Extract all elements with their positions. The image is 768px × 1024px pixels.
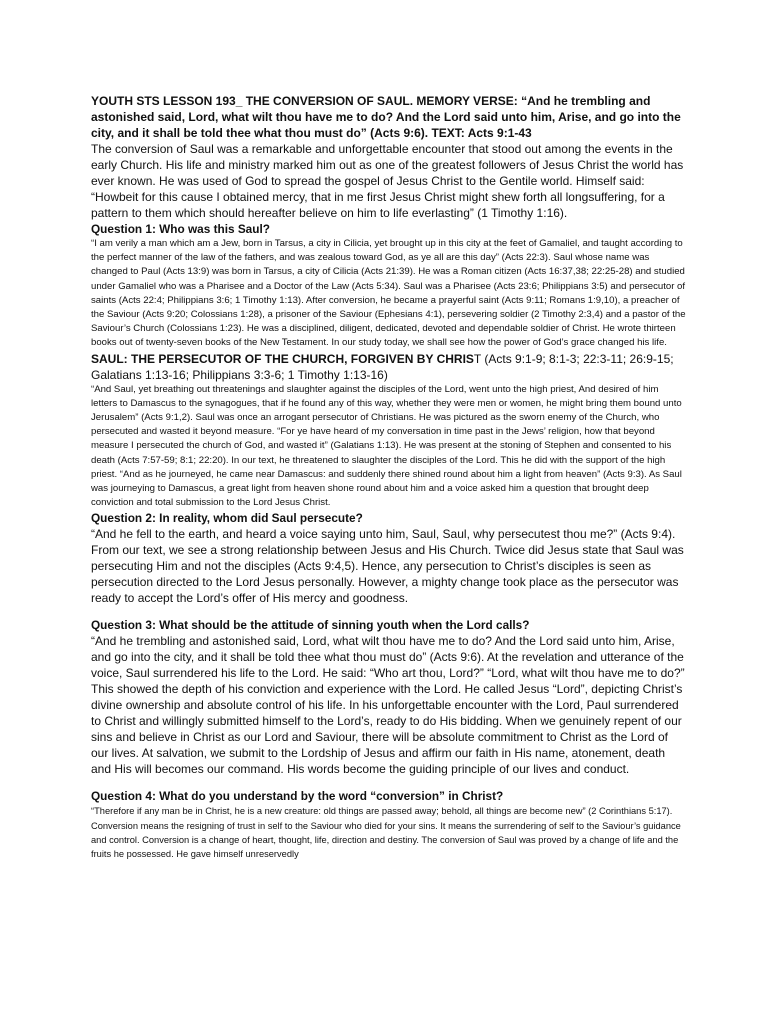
intro-paragraph: The conversion of Saul was a remarkable and unforgettable encounter that stood out among the events in the early Church. His life and ministry marked him out as one of the greatest followers of Jesus Christ the world has ever known. He was used of God to spread the gospel of Jesus Christ to the Gentile world. Himself said: “Howbeit for this cause I obtained mercy, that in me first Jesus Christ might shew forth all longsuffering, for a pattern to them which should hereafter believe on him to life everlasting” (1 Timothy 1:16). <box>91 142 684 220</box>
question-4-heading: Question 4: What do you understand by the word “conversion” in Christ? <box>91 789 504 804</box>
question-2-heading: Question 2: In reality, whom did Saul persecute? <box>91 511 363 526</box>
section-persecutor <box>91 351 687 383</box>
question-3-heading: Question 3: What should be the attitude of sinning youth when the Lord calls? <box>91 618 530 633</box>
question-2-body: “And he fell to the earth, and heard a voice saying unto him, Saul, Saul, why persecutest thou me?” (Acts 9:4). From our text, we see a strong relationship between Jesus and His Church. Twice did Jesus state that Saul was persecuting Him and not the disciples (Acts 9:4,5). Hence, any persecution to Christ’s disciples is seen as persecution directed to the Lord Jesus personally. However, a mighty change took place as the persecutor was ready to accept the Lord’s offer of His mercy and goodness. <box>91 527 684 606</box>
question-3-body: “And he trembling and astonished said, Lord, what wilt thou have me to do? And the Lord said unto him, Arise, and go into the city, and it shall be told thee what thou must do” (Acts 9:6). At the revelation and utterance of the voice, Saul surrendered his life to the Lord. He said: “Who art thou, Lord?” “Lord, what wilt thou have me to do?” This showed the depth of his conviction and experience with the Lord. He called Jesus “Lord”, depicting Christ’s divine ownership and absolute control of his life. In his unforgettable encounter with the Lord, Paul surrendered to Christ and willingly submitted himself to the Lord’s, ready to do His bidding. When we genuinely repent of our sins and believe in Christ as our Lord and Saviour, there will be absolute commitment to Christ as the Lord of our lives. At salvation, we submit to the Lordship of Jesus and affirm our faith in His name, atonement, death and His will becomes our command. His words become the guiding principle of our lives and conduct. <box>91 634 685 777</box>
lesson-header: YOUTH STS LESSON 193_ THE CONVERSION OF SAUL. MEMORY VERSE: “And he trembling and astonished said, Lord, what wilt thou have me to do? And the Lord said unto him, Arise, and go into the city, and it shall be told thee what thou must do” (Acts 9:6). TEXT: Acts 9:1-43 <box>91 94 681 140</box>
question-4-body: “Therefore if any man be in Christ, he is a new creature: old things are passed away; behold, all things are become new” (2 Corinthians 5:17). Conversion means the resigning of trust in self to the Saviour who died for your sins. It means the surrendering of self to the Saviour’s guidance and control. Conversion is a change of heart, thought, life, direction and destiny. The conversion of Saul was proved by a change of life and the fruits he possessed. He gave himself unreservedly <box>91 806 681 860</box>
lesson-content <box>91 93 687 862</box>
question-1-heading: Question 1: Who was this Saul? <box>91 222 270 236</box>
section-persecutor-body: “And Saul, yet breathing out threatenings and slaughter against the disciples of the Lord, went unto the high priest, And desired of him letters to Damascus to the synagogues, that if he found any of this way, whether they were men or women, he might bring them bound unto Jerusalem” (Acts 9:1,2). Saul was once an arrogant persecutor of Christians. He was pictured as the sworn enemy of the Church, who persecuted and wasted it beyond measure. “For ye have heard of my conversation in time past in the Jews’ religion, how that beyond measure I persecuted the church of God, and wasted it” (Galatians 1:13). He was present at the stoning of Stephen and consented to his death (Acts 7:57-59; 8:1; 22:20). In our text, he threatened to slaughter the disciples of the Lord. This he did with the support of the high priest. “And as he journeyed, he came near Damascus: and suddenly there shined round about him a light from heaven” (Acts 9:3). As Saul was journeying to Damascus, a great light from heaven shone round about him and a voice asked him a question that brought deep conviction and total submission to the Lord Jesus Christ. <box>91 383 682 509</box>
question-1-body: “I am verily a man which am a Jew, born in Tarsus, a city in Cilicia, yet brought up in this city at the feet of Gamaliel, and taught according to the perfect manner of the law of the fathers, and was zealous toward God, as ye all are this day” (Acts 22:3). Saul whose name was changed to Paul (Acts 13:9) was born in Tarsus, a city of Cilicia (Acts 21:39). He was a Roman citizen (Acts 16:37,38; 22:25-28) and studied under Gamaliel who was a Pharisee and a Doctor of the Law (Acts 5:34). Saul was a Pharisee (Acts 23:6; Philippians 3:5) and persecutor of saints (Acts 22:4; Philippians 3:6; 1 Timothy 1:13). After conversion, he became a prayerful saint (Acts 9:11; Romans 1:9,10), a preacher of the Saviour (Acts 9:20; Colossians 1:28), a prisoner of the Saviour (Ephesians 4:1), persevering soldier (2 Timothy 2:3,4) and a pastor of the Saviour’s Church (Colossians 1:23). He was a disciplined, diligent, dedicated, devoted and dependable soldier of Christ. He wrote thirteen books out of twenty-seven books of the New Testament. In our study today, we shall see how the power of God’s grace changed his life. <box>91 238 686 349</box>
section-persecutor-title: SAUL: THE PERSECUTOR OF THE CHURCH, FORGIVEN BY CHRIS <box>91 351 474 366</box>
section-persecutor-references: T (Acts 9:1-9; 8:1-3; 22:3-11; 26:9-15; Galatians 1:13-16; Philippians 3:3-6; 1 Timothy 1:13-16) <box>91 351 674 382</box>
